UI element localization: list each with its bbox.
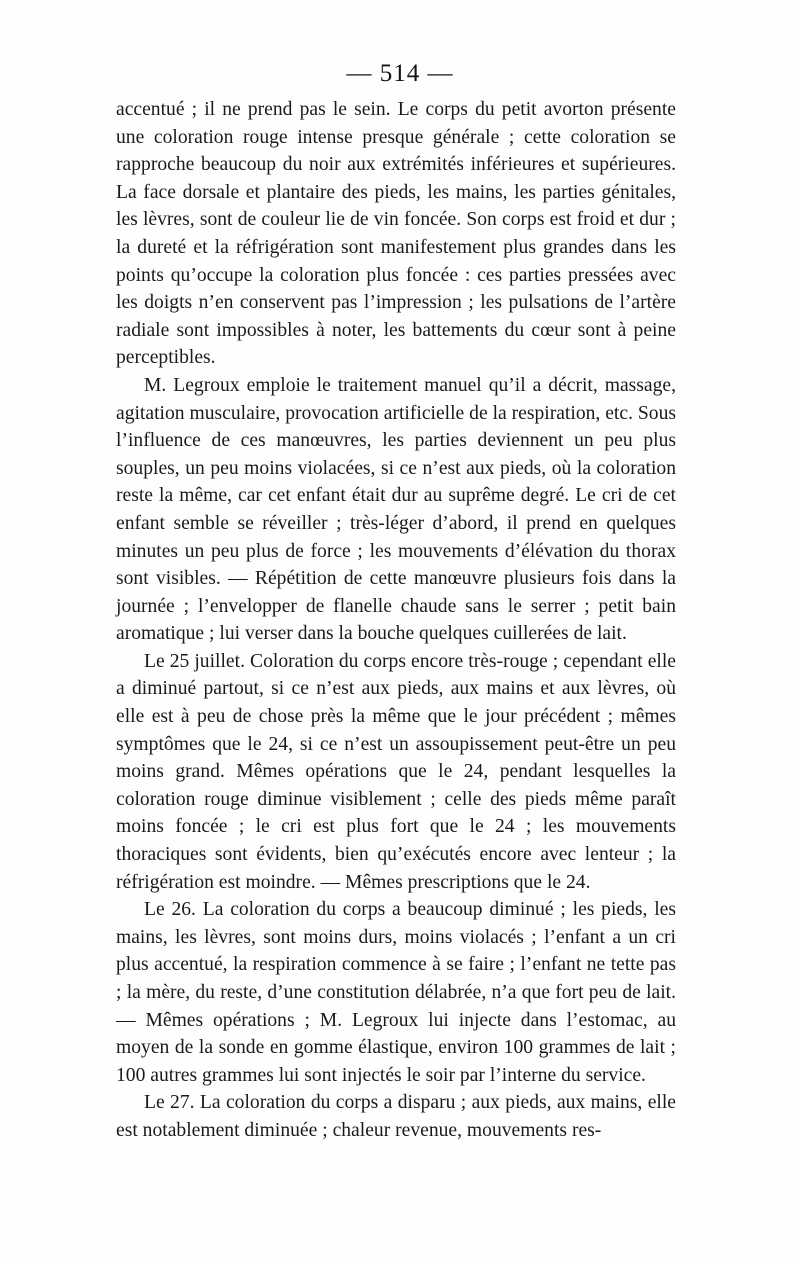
body-text [116, 96, 676, 1145]
page-number: — 514 — [346, 60, 454, 87]
paragraph-5: Le 27. La coloration du corps a disparu ; aux pieds, aux mains, elle est notablement diminuée ; chaleur revenue, mouvements res- [116, 1092, 676, 1141]
paragraph-3: Le 25 juillet. Coloration du corps encore très-rouge ; cependant elle a diminué partout, si ce n’est aux pieds, aux mains et aux lèvres, où elle est à peu de chose près la même que le jour précédent ; mêmes symptômes que le 24, si ce n’est un assoupissement peut-être un peu moins grand. Mêmes opérations que le 24, pendant lesquelles la coloration rouge diminue visiblement ; celle des pieds même paraît moins foncée ; le cri est plus fort que le 24 ; les mouvements thoraciques sont évidents, bien qu’exécutés encore avec lenteur ; la réfrigération est moindre. — Mêmes prescriptions que le 24. [116, 650, 676, 893]
paragraph-2: M. Legroux emploie le traitement manuel qu’il a décrit, massage, agitation musculaire, provocation artificielle de la respiration, etc. Sous l’influence de ces manœuvres, les parties deviennent un peu plus souples, un peu moins violacées, si ce n’est aux pieds, où la coloration reste la même, car cet enfant était dur au suprême degré. Le cri de cet enfant semble se réveiller ; très-léger d’abord, il prend en quelques minutes un peu plus de force ; les mouvements d’élévation du thorax sont visibles. — Répétition de cette manœuvre plusieurs fois dans la journée ; l’envelopper de flanelle chaude sans le serrer ; petit bain aromatique ; lui verser dans la bouche quelques cuillerées de lait. [116, 374, 676, 645]
paragraph-1: accentué ; il ne prend pas le sein. Le corps du petit avorton présente une coloration rouge intense presque générale ; cette coloration se rapproche beaucoup du noir aux extrémités inférieures et supérieures. La face dorsale et plantaire des pieds, les mains, les parties génitales, les lèvres, sont de couleur lie de vin foncée. Son corps est froid et dur ; la dureté et la réfrigération sont manifestement plus grandes dans les points qu’occupe la coloration plus foncée : ces parties pressées avec les doigts n’en conservent pas l’impression ; les pulsations de l’artère radiale sont impossibles à noter, les battements du cœur sont à peine perceptibles. [116, 99, 676, 369]
paragraph-4: Le 26. La coloration du corps a beaucoup diminué ; les pieds, les mains, les lèvres, sont moins durs, moins violacés ; l’enfant a un cri plus accentué, la respiration commence à se faire ; l’enfant ne tette pas ; la mère, du reste, d’une constitution délabrée, n’a que fort peu de lait. — Mêmes opérations ; M. Legroux lui injecte dans l’estomac, au moyen de la sonde en gomme élastique, environ 100 grammes de lait ; 100 autres grammes lui sont injectés le soir par l’interne du service. [116, 899, 676, 1086]
